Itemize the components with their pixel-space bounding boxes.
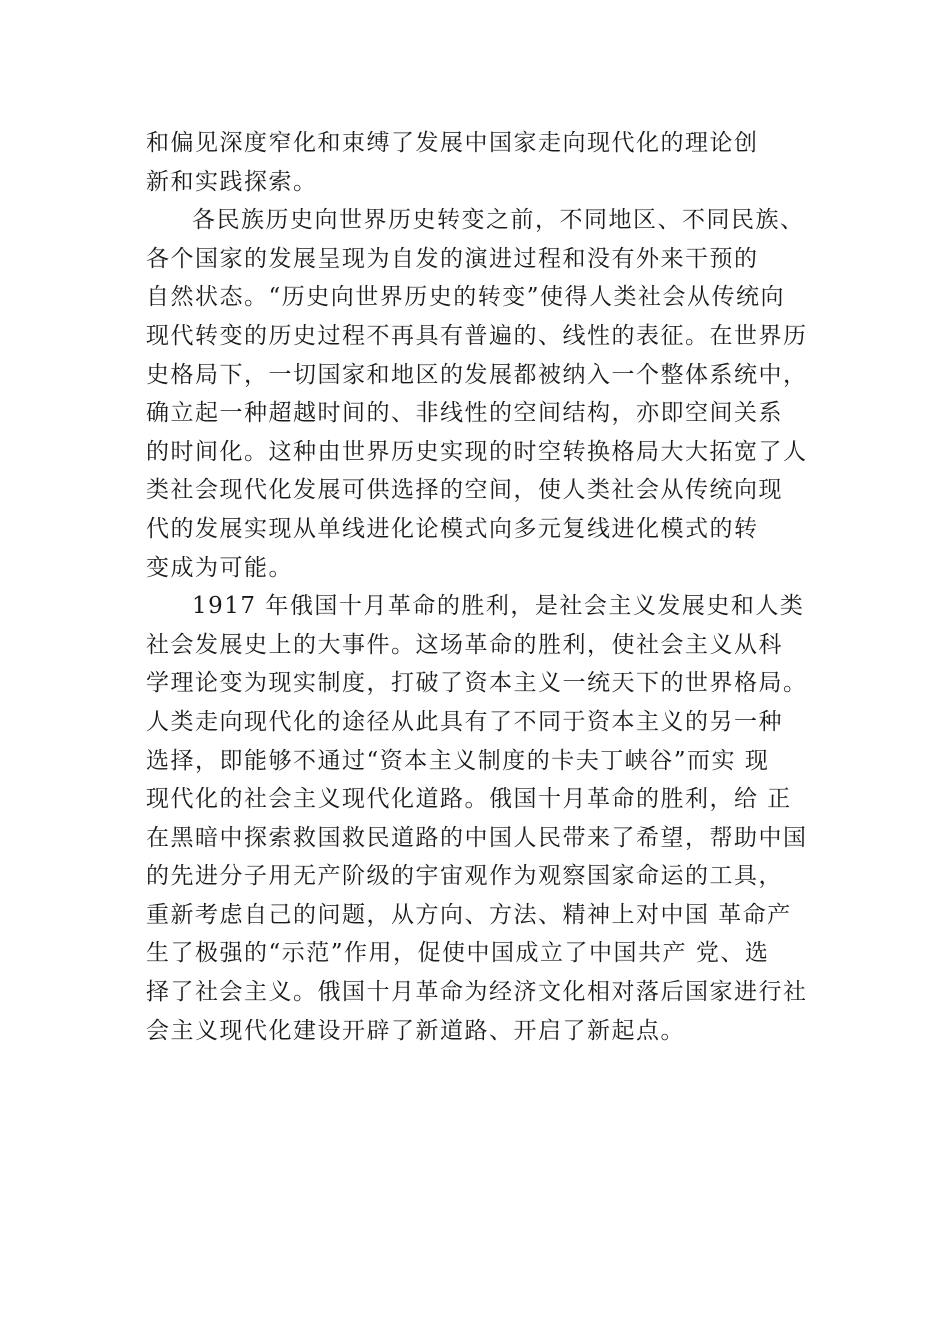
body-text — [146, 124, 836, 1050]
text-line: 类社会现代化发展可供选择的空间，使人类社会从传统向现 — [146, 477, 783, 504]
paragraph-2 — [146, 201, 836, 587]
text-line: 各民族历史向世界历史转变之前，不同地区、不同民族、 — [192, 207, 805, 234]
text-line: 的时间化。这种由世界历史实现的时空转换格局大大拓宽了人 — [146, 438, 808, 465]
text-line: 史格局下，一切国家和地区的发展都被纳入一个整体系统中， — [146, 361, 808, 388]
text-line: 学理论变为现实制度，打破了资本主义一统天下的世界格局。 — [146, 670, 808, 697]
text-line: 重新考虑自己的问题，从方向、方法、精神上对中国 革命产 — [146, 901, 792, 928]
text-line: 1917 年俄国十月革命的胜利，是社会主义发展史和人类 — [192, 593, 805, 620]
text-line: 在黑暗中探索救国救民道路的中国人民带来了希望，帮助中国 — [146, 824, 808, 851]
text-line: 代的发展实现从单线进化论模式向多元复线进化模式的转 — [146, 515, 759, 542]
text-line: 人类走向现代化的途径从此具有了不同于资本主义的另一种 — [146, 708, 783, 735]
paragraph-3 — [146, 587, 836, 1050]
text-line: 变成为可能。 — [146, 554, 293, 581]
text-line: 现代转变的历史过程不再具有普遍的、线性的表征。在世界历 — [146, 322, 808, 349]
text-line: 各个国家的发展呈现为自发的演进过程和没有外来干预的 — [146, 245, 759, 272]
text-line: 自然状态。“历史向世界历史的转变”使得人类社会从传统向 — [146, 284, 786, 311]
text-line: 社会发展史上的大事件。这场革命的胜利，使社会主义从科 — [146, 631, 783, 658]
text-line: 确立起一种超越时间的、非线性的空间结构，亦即空间关系 — [146, 400, 783, 427]
text-line: 选择，即能够不通过“资本主义制度的卡夫丁峡谷”而实 现 — [146, 747, 770, 774]
text-line: 和偏见深度窄化和束缚了发展中国家走向现代化的理论创 — [146, 130, 759, 156]
text-line: 现代化的社会主义现代化道路。俄国十月革命的胜利，给 正 — [146, 786, 792, 813]
text-line: 生了极强的“示范”作用，促使中国成立了中国共产 党、选 — [146, 940, 770, 967]
text-line: 新和实践探索。 — [146, 168, 318, 195]
text-line: 择了社会主义。俄国十月革命为经济文化相对落后国家进行社 — [146, 979, 808, 1006]
text-line: 会主义现代化建设开辟了新道路、开启了新起点。 — [146, 1017, 685, 1044]
text-line: 的先进分子用无产阶级的宇宙观作为观察国家命运的工具， — [146, 863, 783, 890]
paragraph-1 — [146, 124, 836, 201]
